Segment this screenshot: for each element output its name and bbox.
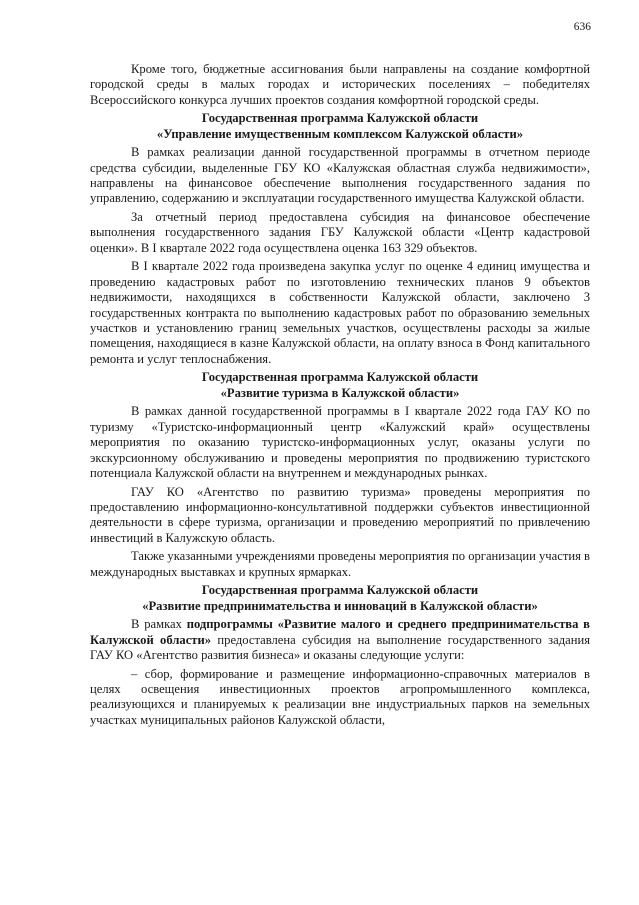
heading-line: «Развитие туризма в Калужской области»	[220, 385, 460, 400]
heading-line: «Развитие предпринимательства и инноваций в Калужской области»	[142, 598, 538, 613]
subprogram-name: подпрограммы «Развитие малого и среднего предпринимательства в Калужской области»	[90, 617, 590, 647]
section-heading-property	[90, 111, 590, 142]
heading-line: Государственная программа Калужской области	[201, 370, 479, 385]
document-body	[90, 62, 590, 731]
page-number: 636	[573, 21, 591, 33]
paragraph-tail: предоставлена субсидия на выполнение государственного задания ГАУ КО «Агентство развития бизнеса» и оказаны следующие услуги:	[90, 632, 591, 662]
paragraph: Также указанными учреждениями проведены мероприятия по организации участия в международных выставках и крупных ярмарках.	[90, 549, 590, 579]
section-heading-tourism	[90, 370, 590, 401]
paragraph: В I квартале 2022 года произведена закупка услуг по оценке 4 единиц имущества и проведению кадастровых работ по изготовлению технических планов 9 объектов недвижимости, находящихся в собственности Калужской области, заключено 3 государственных контракта по выполнению кадастровых работ по образованию земельных участков и установлению границ земельных участков, осуществлены расходы за жилые помещения, находящиеся в казне Калужской области, на оплату взноса в Фонд капитального ремонта и услуг теплоснабжения.	[90, 259, 590, 366]
paragraph: В рамках реализации данной государственной программы в отчетном периоде средства субсидии, выделенные ГБУ КО «Калужская областная служба недвижимости», направлены на финансовое обеспечение выполнения государственного задания по управлению, содержанию и эксплуатации государственного имущества Калужской области.	[90, 145, 590, 206]
paragraph-subprogram	[90, 617, 590, 663]
section-heading-business	[90, 583, 590, 614]
paragraph-intro: Кроме того, бюджетные ассигнования были направлены на создание комфортной городской среды в малых городах и исторических поселениях – победителях Всероссийского конкурса лучших проектов создания комфортной городской среды.	[90, 62, 590, 107]
paragraph: ГАУ КО «Агентство по развитию туризма» проведены мероприятия по предоставлению информационно-консультативной поддержки субъектов инвестиционной деятельности в сфере туризма, организации и проведению мероприятий по привлечению инвестиций в Калужскую область.	[90, 484, 590, 545]
heading-line: Государственная программа Калужской области	[201, 583, 479, 598]
heading-line: «Управление имущественным комплексом Калужской области»	[156, 126, 524, 141]
paragraph: За отчетный период предоставлена субсидия на финансовое обеспечение выполнения государственного задания ГБУ Калужской области «Центр кадастровой оценки». В I квартале 2022 года осуществлена оценка 163 329 объектов.	[90, 210, 590, 255]
paragraph-lead: В рамках	[131, 617, 182, 632]
list-item: – сбор, формирование и размещение информационно-справочных материалов в целях освещения инвестиционных проектов агропромышленного комплекса, реализующихся и планируемых к реализации вне индустриальных парков на земельных участках муниципальных районов Калужской области,	[90, 666, 590, 727]
heading-line: Государственная программа Калужской области	[201, 111, 479, 126]
paragraph: В рамках данной государственной программы в I квартале 2022 года ГАУ КО по туризму «Туристско-информационный центр «Калужский край» осуществлены мероприятия по оказанию туристско-информационных услуг, оказаны услуги по экскурсионному обслуживанию и проведены мероприятия по продвижению туристского потенциала Калужской области на внутреннем и международных рынках.	[90, 404, 590, 480]
